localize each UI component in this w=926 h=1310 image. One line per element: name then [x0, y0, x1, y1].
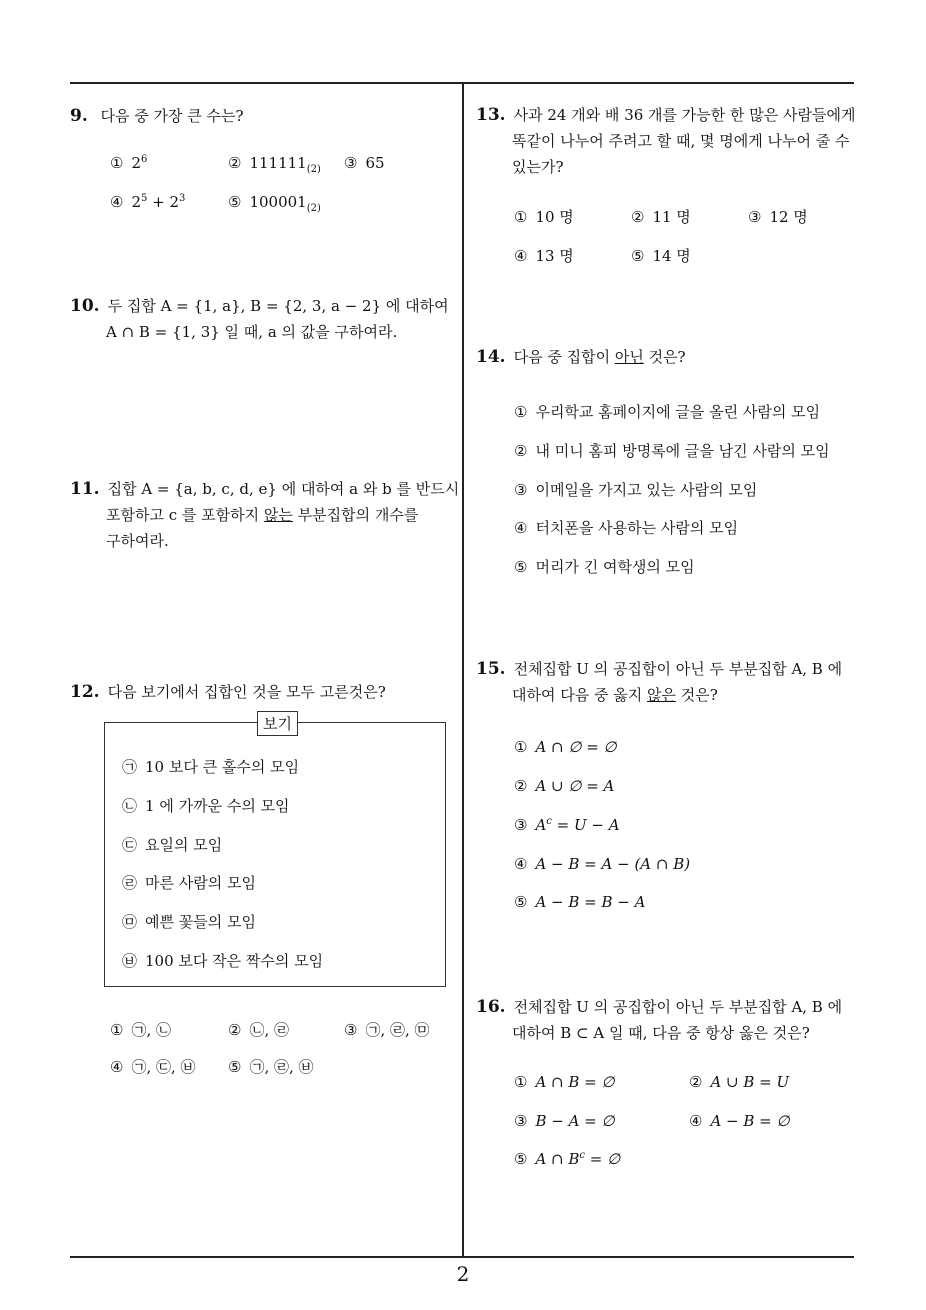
question-number: 14.: [476, 347, 506, 367]
question-stem-line: 포함하고 c 를 포함하지 않는 부분집합의 개수를: [106, 506, 419, 524]
column-divider: [462, 83, 464, 1258]
question-number: 11.: [70, 479, 100, 499]
q13-option-4[interactable]: ④ 13 명: [514, 247, 574, 265]
bogi-item: ㉢ 요일의 모임: [122, 836, 223, 854]
question-stem-line: 있는가?: [512, 158, 564, 176]
question-11: [70, 476, 459, 554]
q14-option-5[interactable]: ⑤ 머리가 긴 여학생의 모임: [514, 558, 695, 576]
q16-option-4[interactable]: ④ A − B = ∅: [689, 1112, 790, 1130]
question-16: [476, 994, 842, 1046]
question-stem: 다음 보기에서 집합인 것을 모두 고른것은?: [107, 683, 386, 701]
q12-option-5[interactable]: ⑤ ㉠, ㉣, ㉥: [228, 1058, 314, 1076]
q14-option-1[interactable]: ① 우리학교 홈페이지에 글을 올린 사람의 모임: [514, 403, 821, 421]
question-stem-line: A ∩ B = {1, 3} 일 때, a 의 값을 구하여라.: [106, 323, 398, 341]
q15-option-1[interactable]: ① A ∩ ∅ = ∅: [514, 738, 617, 756]
question-stem-line: 전체집합 U 의 공집합이 아닌 두 부분집합 A, B 에: [513, 998, 843, 1016]
q16-option-3[interactable]: ③ B − A = ∅: [514, 1112, 615, 1130]
q9-option-5[interactable]: ⑤ $100001_{(2)}$: [228, 193, 321, 214]
bogi-item: ㉤ 예쁜 꽃들의 모임: [122, 913, 256, 931]
q14-option-4[interactable]: ④ 터치폰을 사용하는 사람의 모임: [514, 519, 739, 537]
bogi-title: 보기: [257, 711, 298, 736]
q9-option-3[interactable]: ③ 65: [344, 154, 385, 172]
q14-option-3[interactable]: ③ 이메일을 가지고 있는 사람의 모임: [514, 481, 758, 499]
question-number: 16.: [476, 997, 506, 1017]
q13-option-3[interactable]: ③ 12 명: [748, 208, 808, 226]
question-number: 12.: [70, 682, 100, 702]
bogi-item: ㉠ 10 보다 큰 홀수의 모임: [122, 758, 300, 776]
question-stem-line: 두 집합 A = {1, a}, B = {2, 3, a − 2} 에 대하여: [107, 297, 449, 315]
q12-option-3[interactable]: ③ ㉠, ㉣, ㉤: [344, 1021, 430, 1039]
question-number: 9.: [70, 106, 88, 126]
bogi-item: ㉣ 마른 사람의 모임: [122, 874, 256, 892]
bogi-item: ㉡ 1 에 가까운 수의 모임: [122, 797, 290, 815]
q15-option-4[interactable]: ④ A − B = A − (A ∩ B): [514, 855, 691, 873]
question-stem-line: 똑같이 나누어 주려고 할 때, 몇 명에게 나누어 줄 수: [512, 132, 850, 150]
q16-option-2[interactable]: ② A ∪ B = U: [689, 1073, 790, 1091]
question-15: [476, 656, 842, 708]
q12-option-1[interactable]: ① ㉠, ㉡: [110, 1021, 171, 1039]
q15-option-5[interactable]: ⑤ A − B = B − A: [514, 893, 646, 911]
q16-option-5[interactable]: ⑤ A ∩ $B^c$ = ∅: [514, 1150, 621, 1168]
page-number: 2: [456, 1262, 470, 1286]
q12-option-2[interactable]: ② ㉡, ㉣: [228, 1021, 289, 1039]
q12-option-4[interactable]: ④ ㉠, ㉢, ㉥: [110, 1058, 196, 1076]
q13-option-2[interactable]: ② 11 명: [631, 208, 691, 226]
question-13: [476, 102, 856, 180]
q9-option-1[interactable]: ① $2^6$: [110, 154, 148, 172]
q16-option-1[interactable]: ① A ∩ B = ∅: [514, 1073, 615, 1091]
question-stem-line: 대하여 B ⊂ A 일 때, 다음 중 항상 옳은 것은?: [512, 1024, 810, 1042]
q15-option-2[interactable]: ② A ∪ ∅ = A: [514, 777, 615, 795]
question-12: [70, 679, 386, 705]
q15-option-3[interactable]: ③ $A^c = U - A$: [514, 816, 620, 834]
question-stem-line: 전체집합 U 의 공집합이 아닌 두 부분집합 A, B 에: [513, 660, 843, 678]
question-stem-line: 대하여 다음 중 옳지 않은 것은?: [512, 686, 718, 704]
question-number: 15.: [476, 659, 506, 679]
bogi-item: ㉥ 100 보다 작은 짝수의 모임: [122, 952, 324, 970]
question-14: [476, 344, 686, 370]
bottom-rule: [70, 1256, 854, 1258]
q13-option-1[interactable]: ① 10 명: [514, 208, 574, 226]
question-number: 13.: [476, 105, 506, 125]
q9-option-2[interactable]: ② $111111_{(2)}$: [228, 154, 321, 175]
question-stem-line: 사과 24 개와 배 36 개를 가능한 한 많은 사람들에게: [513, 106, 856, 124]
question-9: [70, 103, 244, 129]
q13-option-5[interactable]: ⑤ 14 명: [631, 247, 691, 265]
question-10: [70, 293, 449, 345]
question-stem: 다음 중 집합이 아닌 것은?: [513, 348, 686, 366]
q14-option-2[interactable]: ② 내 미니 홈피 방명록에 글을 남긴 사람의 모임: [514, 442, 830, 460]
question-stem-line: 구하여라.: [106, 532, 169, 550]
question-stem: 다음 중 가장 큰 수는?: [100, 107, 244, 125]
question-number: 10.: [70, 296, 100, 316]
question-stem-line: 집합 A = {a, b, c, d, e} 에 대하여 a 와 b 를 반드시: [107, 480, 460, 498]
q9-option-4[interactable]: ④ $2^5 + 2^3$: [110, 193, 186, 211]
